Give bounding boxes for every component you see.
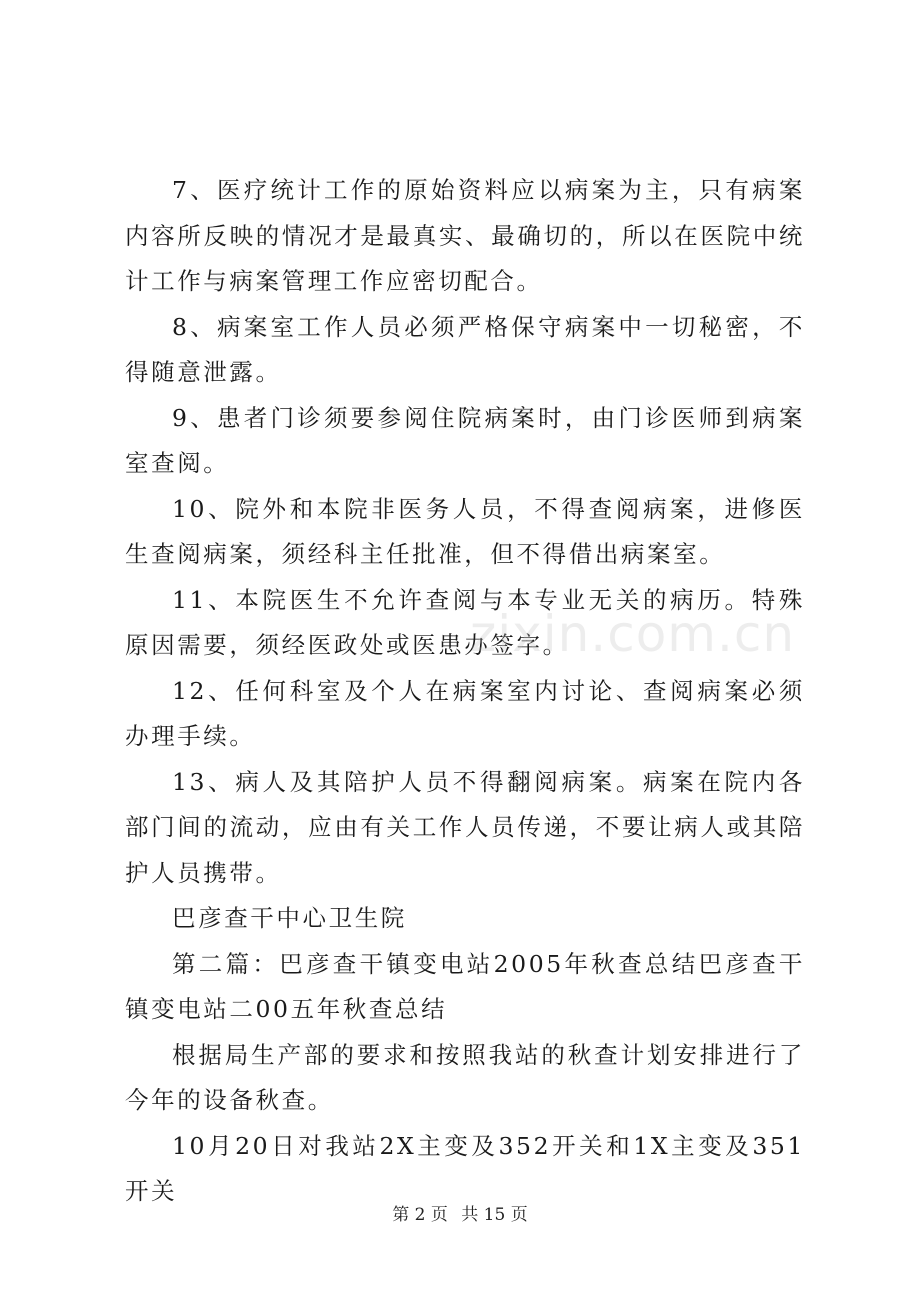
paragraph-8: 8、病案室工作人员必须严格保守病案中一切秘密，不得随意泄露。 (125, 312, 805, 386)
section-heading: 第二篇：巴彦查干镇变电站2005年秋查总结巴彦查干镇变电站二00五年秋查总结 (125, 949, 805, 1023)
paragraph-11: 11、本院医生不允许查阅与本专业无关的病历。特殊原因需要，须经医政处或医患办签字。 (125, 585, 805, 659)
paragraph-7: 7、医疗统计工作的原始资料应以病案为主，只有病案内容所反映的情况才是最真实、最确切的，所以在医院中统计工作与病案管理工作应密切配合。 (125, 176, 805, 295)
paragraph-10: 10、院外和本院非医务人员，不得查阅病案，进修医生查阅病案，须经科主任批准，但不得借出病案室。 (125, 494, 805, 568)
page-total: 共 15 页 (461, 1205, 528, 1225)
site-watermark: zixin.com.cn (470, 605, 796, 663)
paragraph-13: 13、病人及其陪护人员不得翻阅病案。病案在院内各部门间的流动，应由有关工作人员传递，不要让病人或其陪护人员携带。 (125, 767, 805, 887)
page-footer (0, 1200, 920, 1225)
page-number: 第 2 页 (392, 1205, 448, 1225)
paragraph-12: 12、任何科室及个人在病案室内讨论、查阅病案必须办理手续。 (125, 676, 805, 750)
document-body (125, 168, 805, 1215)
paragraph-oct-20: 10月20日对我站2X主变及352开关和1X主变及351开关 (125, 1131, 805, 1205)
signature-hospital: 巴彦查干中心卫生院 (172, 904, 407, 932)
paragraph-9: 9、患者门诊须要参阅住院病案时，由门诊医师到病案室查阅。 (125, 403, 805, 477)
paragraph-intro: 根据局生产部的要求和按照我站的秋查计划安排进行了今年的设备秋查。 (125, 1040, 805, 1114)
